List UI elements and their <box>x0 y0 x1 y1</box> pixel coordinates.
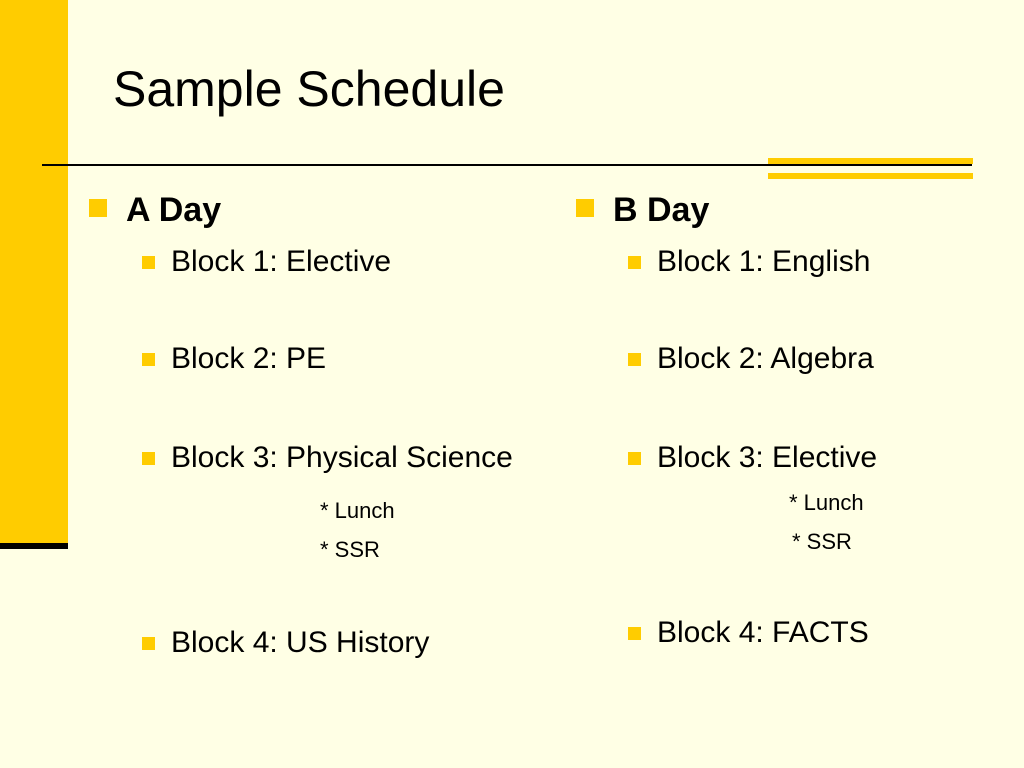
a-day-note-lunch: * Lunch <box>320 498 395 523</box>
bullet-square-icon <box>89 199 107 217</box>
a-day-block-4 <box>171 628 429 658</box>
block-label: Block 2: PE <box>171 342 327 375</box>
block-label: Block 4: US History <box>171 626 430 659</box>
block-label: Block 3: Physical Science <box>171 441 513 474</box>
accent-bar-bottom <box>768 173 973 179</box>
left-accent-bar <box>0 0 68 548</box>
a-day-block-3 <box>171 443 513 473</box>
left-accent-rule <box>0 543 68 549</box>
bullet-square-icon <box>628 353 641 366</box>
b-day-block-4 <box>657 618 869 648</box>
bullet-square-icon <box>142 256 155 269</box>
bullet-square-icon <box>628 452 641 465</box>
block-label: Block 2: Algebra <box>657 342 874 375</box>
b-day-block-1 <box>657 247 870 277</box>
accent-bar-top <box>768 158 973 164</box>
block-label: Block 1: Elective <box>171 245 392 278</box>
bullet-square-icon <box>142 452 155 465</box>
b-day-note-ssr: * SSR <box>792 529 852 554</box>
title-divider <box>42 164 972 166</box>
a-day-heading-label: A Day <box>126 191 222 229</box>
a-day-block-1 <box>171 247 391 277</box>
page-title: Sample Schedule <box>113 61 505 117</box>
bullet-square-icon <box>142 353 155 366</box>
a-day-note-ssr: * SSR <box>320 537 380 562</box>
bullet-square-icon <box>576 199 594 217</box>
bullet-square-icon <box>628 627 641 640</box>
bullet-square-icon <box>628 256 641 269</box>
bullet-square-icon <box>142 637 155 650</box>
block-label: Block 4: FACTS <box>657 616 869 649</box>
b-day-block-3 <box>657 443 877 473</box>
b-day-block-2 <box>657 344 874 374</box>
b-day-note-lunch: * Lunch <box>789 490 864 515</box>
b-day-heading-label: B Day <box>613 191 710 229</box>
block-label: Block 1: English <box>657 245 871 278</box>
a-day-block-2 <box>171 344 326 374</box>
a-day-heading <box>126 193 221 227</box>
block-label: Block 3: Elective <box>657 441 878 474</box>
b-day-heading <box>613 193 709 227</box>
